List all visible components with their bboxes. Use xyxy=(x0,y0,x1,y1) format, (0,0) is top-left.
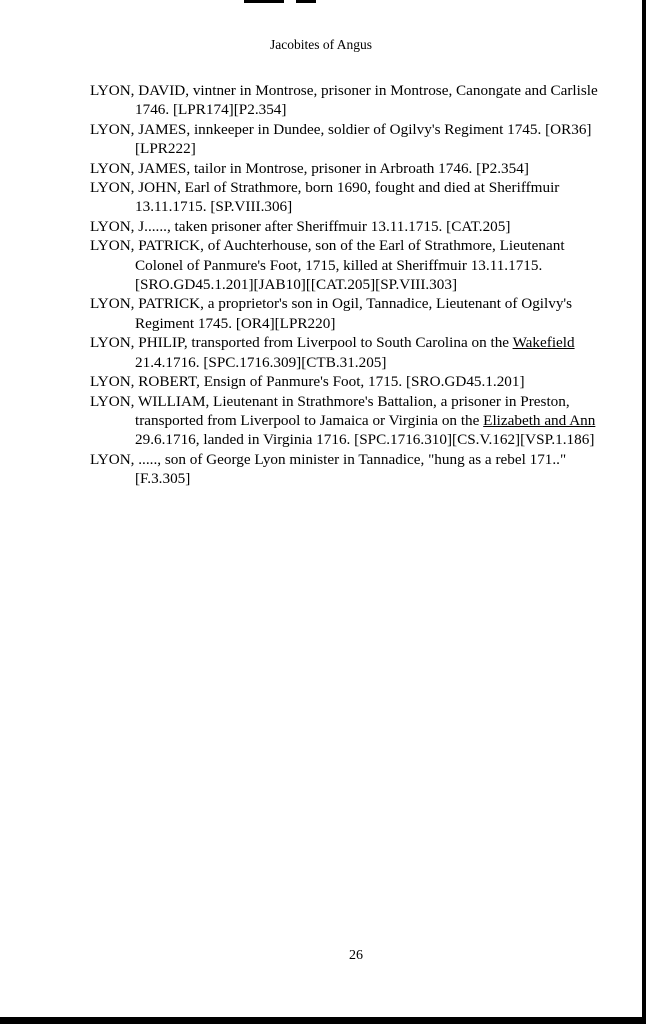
entry-lyon-robert: LYON, ROBERT, Ensign of Panmure's Foot, 1715. [SRO.GD45.1.201] xyxy=(90,373,525,391)
entry-lyon-john: LYON, JOHN, Earl of Strathmore, born 1690, fought and died at Sheriffmuir 13.11.1715. [SP.VIII.306] xyxy=(90,179,560,216)
entry-lyon-james-tailor: LYON, JAMES, tailor in Montrose, prisoner in Arbroath 1746. [P2.354] xyxy=(90,159,529,177)
scan-border-bottom xyxy=(0,1017,646,1024)
entry-lyon-david: LYON, DAVID, vintner in Montrose, prisoner in Montrose, Canongate and Carlisle 1746. [LPR174][P2.354] xyxy=(90,82,598,119)
entry-lyon-patrick-auchterhouse: LYON, PATRICK, of Auchterhouse, son of the Earl of Strathmore, Lieutenant Colonel of Panmure's Foot, 1715, killed at Sheriffmuir 13.11.1715.[SRO.GD45.1.201][JAB10][[CAT.205][SP.VIII.303] xyxy=(90,237,565,294)
scan-mark xyxy=(296,0,316,3)
entry-text: 29.6.1716, landed in Virginia 1716. [SPC.1716.310][CS.V.162][VSP.1.186] xyxy=(135,431,595,449)
entry-list xyxy=(90,81,602,489)
entry-text: 21.4.1716. [SPC.1716.309][CTB.31.205] xyxy=(135,353,387,371)
entry-text: LYON, WILLIAM, Lieutenant in Strathmore's Battalion, a prisoner in Preston, transported from Liverpool to Jamaica or Virginia on the xyxy=(90,392,570,429)
entry-text: LYON, PHILIP, transported from Liverpool to South Carolina on the xyxy=(90,334,513,352)
entry-lyon-j: LYON, J......, taken prisoner after Sheriffmuir 13.11.1715. [CAT.205] xyxy=(90,217,511,235)
ship-name: Elizabeth and Ann xyxy=(483,411,596,429)
entry-lyon-unnamed: LYON, ....., son of George Lyon minister in Tannadice, "hung as a rebel 171.." [F.3.305] xyxy=(90,450,567,488)
entry-lyon-william xyxy=(90,392,602,450)
ship-name: Wakefield xyxy=(512,334,575,352)
entry-lyon-patrick-ogil: LYON, PATRICK, a proprietor's son in Ogil, Tannadice, Lieutenant of Ogilvy's Regiment 1745. [OR4][LPR220] xyxy=(90,295,573,332)
entry-lyon-philip xyxy=(90,333,602,372)
running-title: Jacobites of Angus xyxy=(270,37,372,52)
scan-mark xyxy=(244,0,284,3)
scan-border-right xyxy=(642,0,646,1024)
entry-lyon-james-innkeeper: LYON, JAMES, innkeeper in Dundee, soldier of Ogilvy's Regiment 1745. [OR36][LPR222] xyxy=(90,120,592,158)
page-number: 26 xyxy=(349,948,363,963)
